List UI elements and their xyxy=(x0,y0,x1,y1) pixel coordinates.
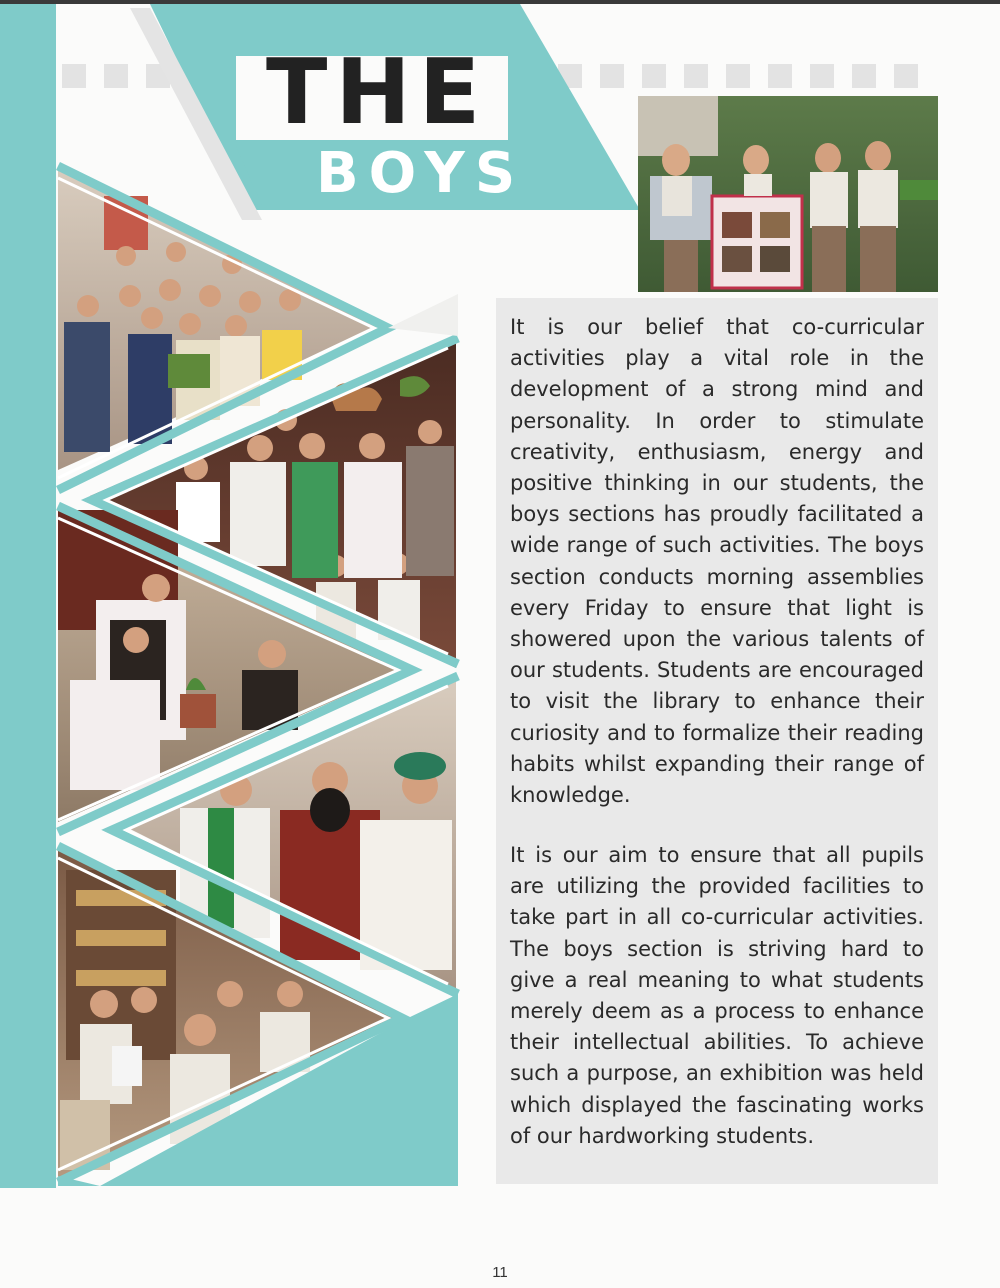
title-the: THE xyxy=(266,40,489,145)
body-paragraph-1: It is our belief that co-curricular activities play a vital role in the development of a strong mind and personality. In order to stimulate creativity, enthusiasm, energy and positive thinking in our students, the boys sections has proudly facilitated a wide range of such activities. The boys section conducts morning assemblies every Friday to ensure that light is showered upon the various talents of our students. Students are encouraged to visit the library to enhance their curiosity and to formalize their reading habits whilst expanding their range of knowledge. xyxy=(510,315,924,808)
page-number: 11 xyxy=(492,1264,508,1281)
science-exhibition-photo xyxy=(638,96,938,292)
body-text-panel xyxy=(496,298,938,1184)
body-paragraph-2: It is our aim to ensure that all pupils are utilizing the provided facilities to take part in all co-curricular activities. The boys section is striving hard to give a real meaning to what students merely deem as a process to enhance their intellectual abilities. To achieve such a purpose, an exhibition was held which displayed the fascinating works of our hardworking students. xyxy=(510,843,924,1148)
title-boys: BOYS xyxy=(316,141,526,206)
